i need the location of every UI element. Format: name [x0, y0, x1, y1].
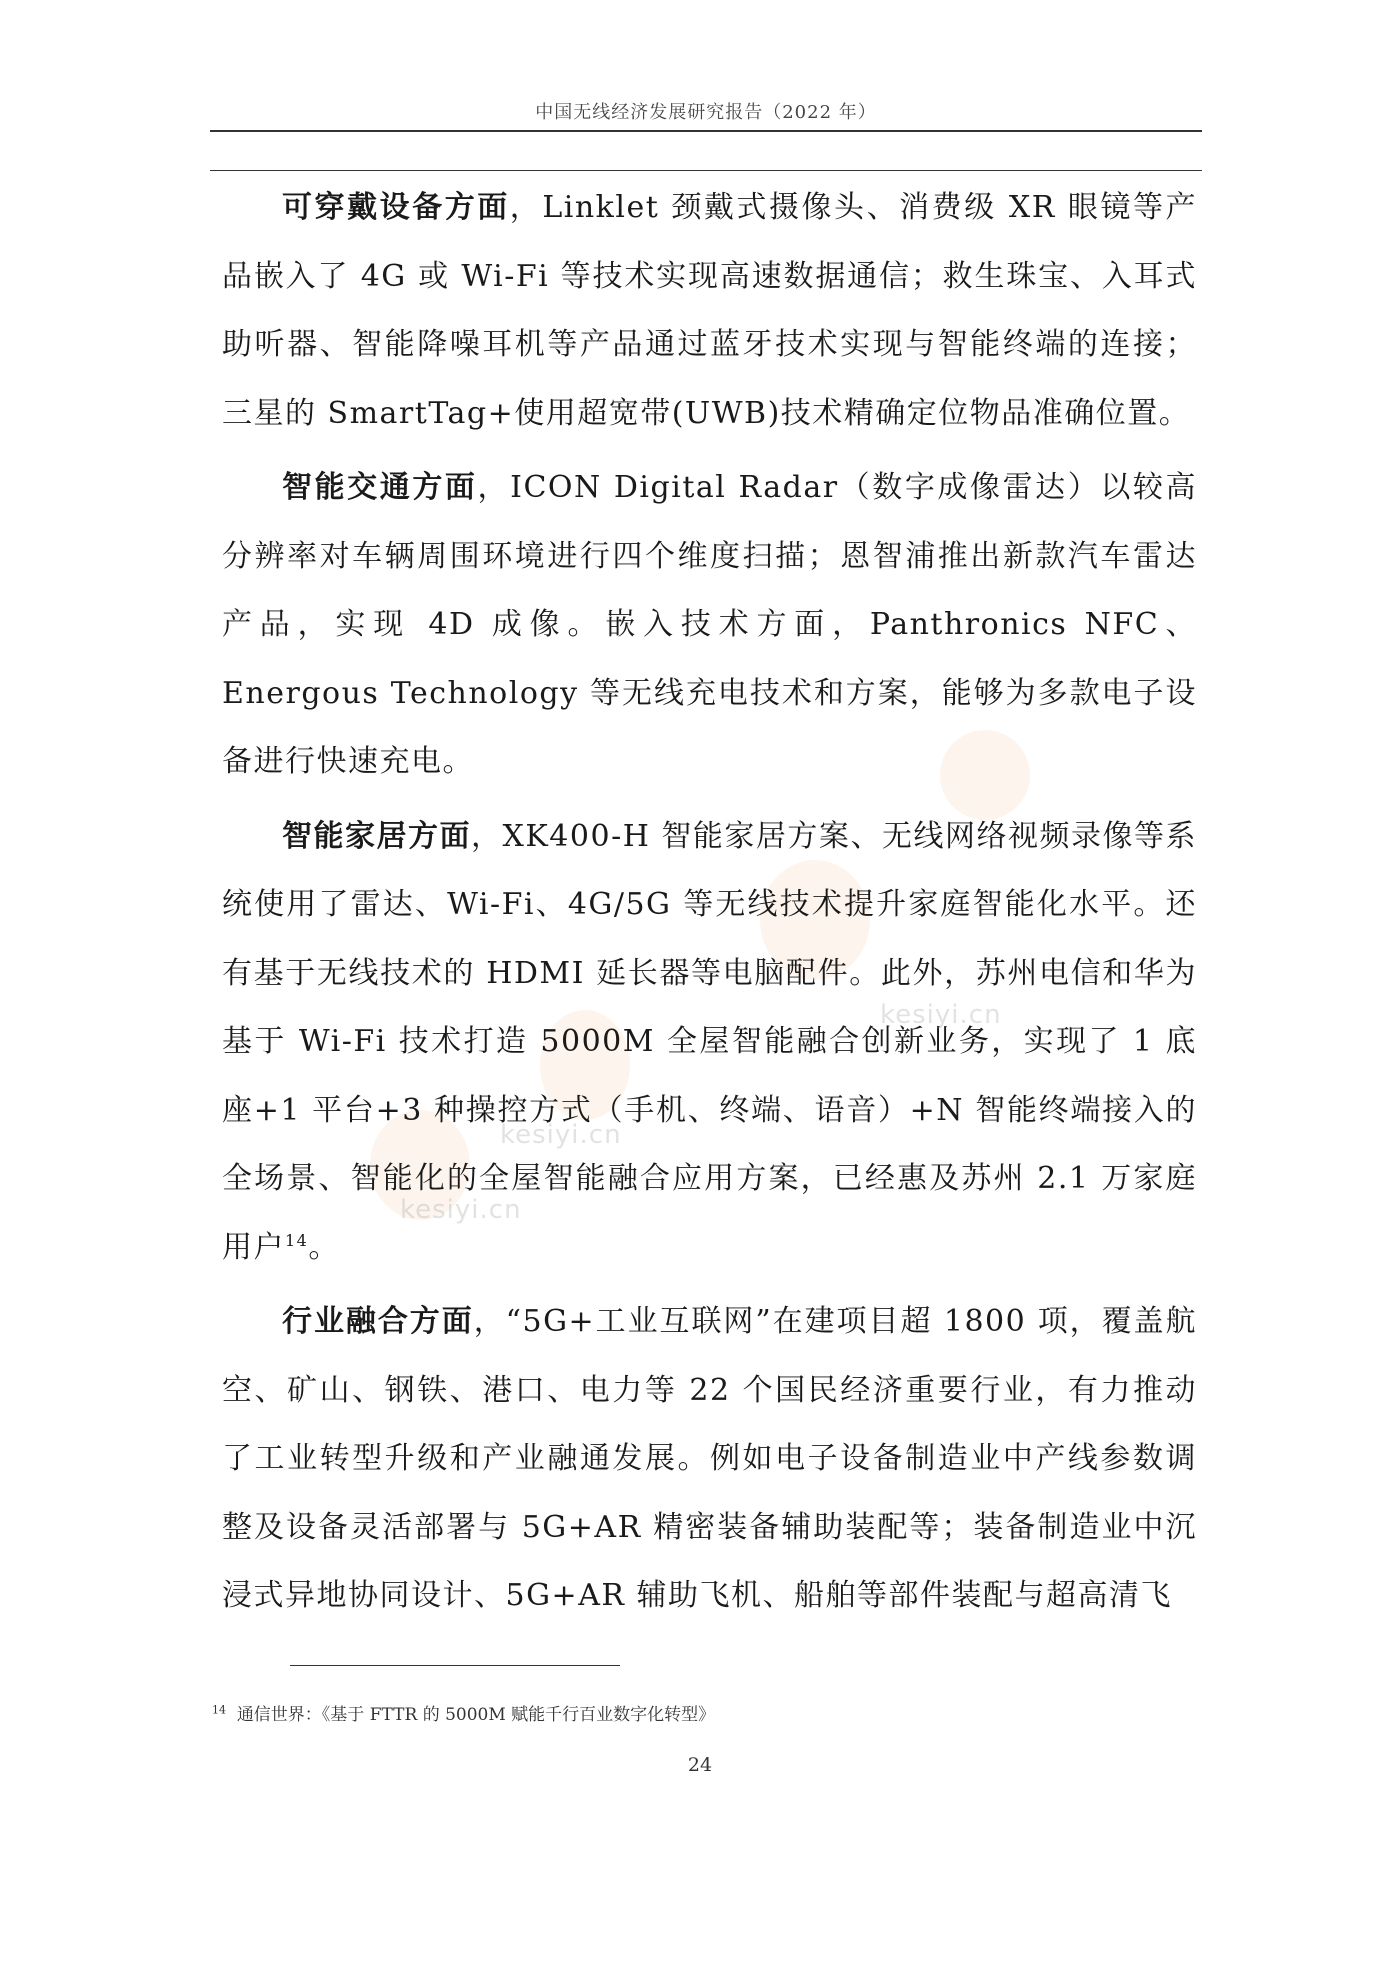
footnote-text: 通信世界：《基于 FTTR 的 5000M 赋能千行百业数字化转型》: [236, 1705, 716, 1725]
body-divider: [210, 170, 1202, 171]
paragraph-text: ，XK400-H 智能家居方案、无线网络视频录像等系统使用了雷达、Wi-Fi、4G/5G 等无线技术提升家庭智能化水平。还有基于无线技术的 HDMI 延长器等电脑配件。此外，苏州电信和华为基于 Wi-Fi 技术打造 5000M 全屋智能融合创新业务，实现了 1 底座+1 平台+3 种操控方式（手机、终端、语音）+N 智能终端接入的全场景、智能化的全屋智能融合应用方案，已经惠及苏州 2.1 万家庭用户: [222, 818, 1197, 1265]
footnote-divider: [290, 1665, 620, 1666]
watermark-text: kesiyi.cn: [400, 1195, 522, 1225]
paragraph-text: ，“5G+工业互联网”在建项目超 1800 项，覆盖航空、矿山、钢铁、港口、电力等 22 个国民经济重要行业，有力推动了工业转型升级和产业融通发展。例如电子设备制造业中产线参数调整及设备灵活部署与 5G+AR 精密装备辅助装配等；装备制造业中沉浸式异地协同设计、5G+AR 辅助飞机、船舶等部件装配与超高清飞: [222, 1304, 1197, 1613]
watermark-text: kesiyi.cn: [880, 1000, 1002, 1030]
main-content: [222, 174, 1197, 1637]
header-divider: [210, 130, 1202, 132]
paragraph-tail: 。: [308, 1229, 340, 1265]
paragraph-transport: [222, 454, 1197, 797]
footnote: [212, 1700, 715, 1725]
page-number: 24: [687, 1754, 713, 1776]
footnote-reference[interactable]: 14: [285, 1230, 309, 1250]
paragraph-text: ，ICON Digital Radar（数字成像雷达）以较高分辨率对车辆周围环境进行四个维度扫描；恩智浦推出新款汽车雷达产品，实现 4D 成像。嵌入技术方面，Panthronics NFC、Energous Technology 等无线充电技术和方案，能够为多款电子设备进行快速充电。: [222, 470, 1198, 779]
watermark-text: kesiyi.cn: [500, 1120, 622, 1150]
footnote-marker: 14: [212, 1703, 226, 1717]
paragraph-industry: [222, 1288, 1197, 1631]
paragraph-text: ，Linklet 颈戴式摄像头、消费级 XR 眼镜等产品嵌入了 4G 或 Wi-Fi 等技术实现高速数据通信；救生珠宝、入耳式助听器、智能降噪耳机等产品通过蓝牙技术实现与智能终端的连接；三星的 SmartTag+使用超宽带(UWB)技术精确定位物品准确位置。: [222, 190, 1197, 431]
paragraph-lead: 智能家居方面: [282, 818, 472, 854]
paragraph-wearables: [222, 174, 1197, 448]
paragraph-lead: 可穿戴设备方面: [282, 190, 510, 225]
paragraph-lead: 行业融合方面: [282, 1304, 474, 1339]
paragraph-smart-home: [222, 803, 1197, 1283]
paragraph-lead: 智能交通方面: [282, 470, 478, 505]
page-header: 中国无线经济发展研究报告（2022 年）: [535, 102, 877, 123]
